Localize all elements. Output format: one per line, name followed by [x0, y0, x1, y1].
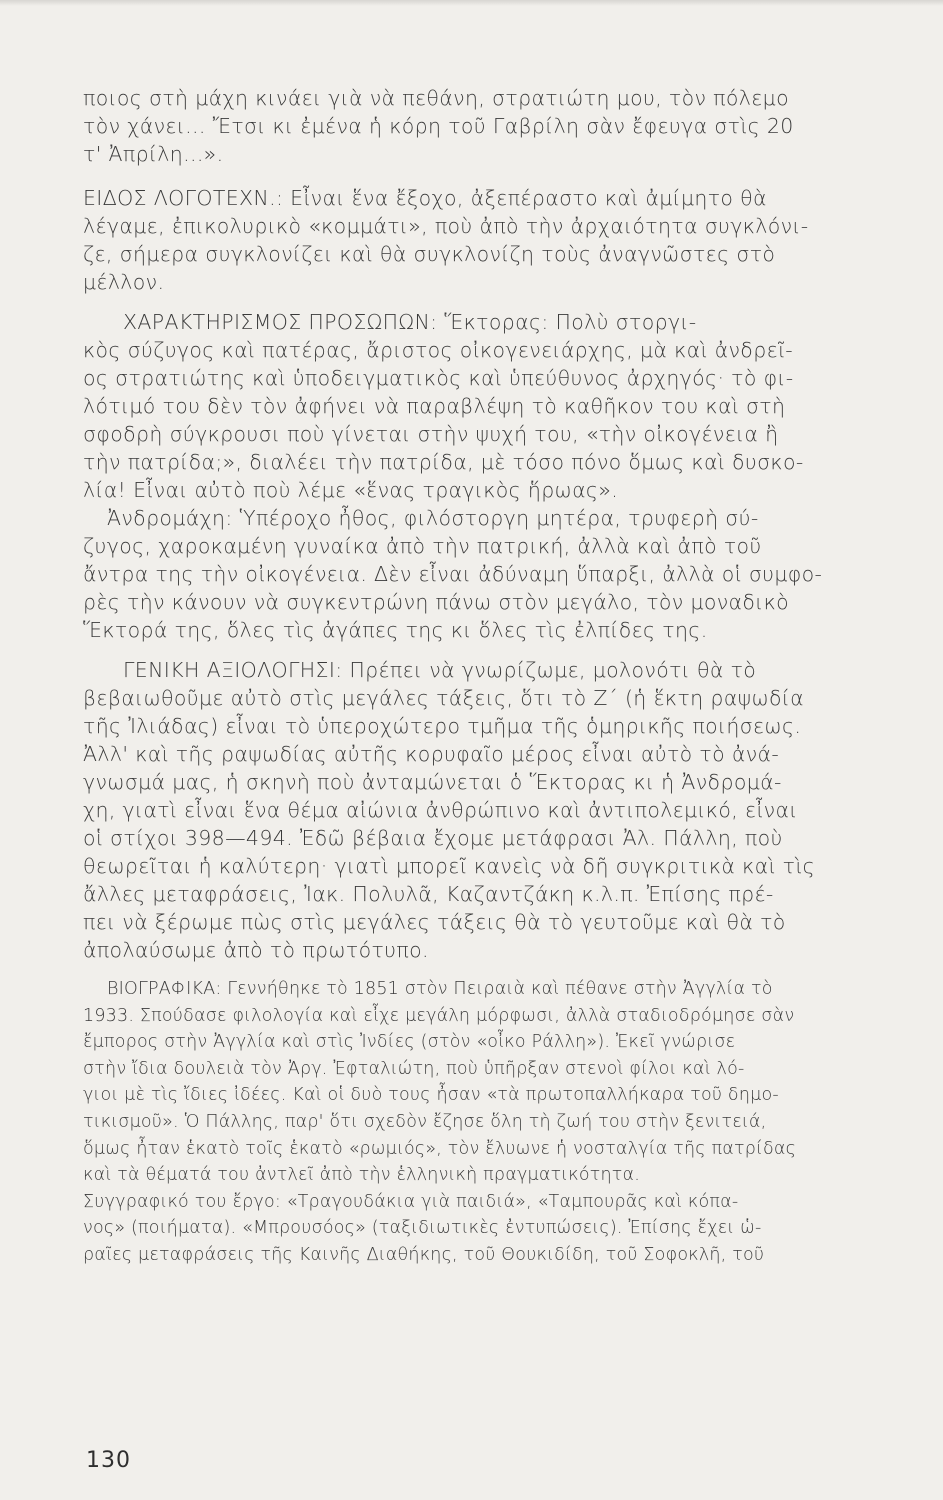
- text-line: 1933. Σπούδασε φιλολογία καὶ εἶχε μεγάλη μόρφωσι, ἀλλὰ σταδιοδρόμησε σὰν: [83, 1005, 795, 1026]
- text-line: θεωρεῖται ἡ καλύτερη· γιατὶ μπορεῖ κανεὶς νὰ δῆ συγκριτικὰ καὶ τὶς: [83, 854, 816, 878]
- text-line: Συγγραφικό του ἔργο: «Τραγουδάκια γιὰ παιδιά», «Ταμπουρᾶς καὶ κόπα-: [83, 1191, 739, 1212]
- text-line: μέλλον.: [83, 270, 165, 294]
- text-line: βεβαιωθοῦμε αὐτὸ στὶς μεγάλες τάξεις, ὅτι τὸ Ζ΄ (ἡ ἕκτη ραψωδία: [83, 686, 805, 710]
- scan-edge: [0, 0, 943, 6]
- text-line: ὅμως ἦταν ἑκατὸ τοῖς ἑκατὸ «ρωμιός», τὸν ἔλυωνε ἡ νοσταλγία τῆς πατρίδας: [83, 1138, 797, 1159]
- text-line: ἄλλες μεταφράσεις, Ἰακ. Πολυλᾶ, Καζαντζάκη κ.λ.π. Ἐπίσης πρέ-: [83, 882, 774, 906]
- text-line: σφοδρὴ σύγκρουσι ποὺ γίνεται στὴν ψυχή του, «τὴν οἰκογένεια ἢ: [83, 422, 779, 446]
- text-line: λία! Εἶναι αὐτὸ ποὺ λέμε «ἕνας τραγικὸς ἥρωας».: [83, 478, 619, 502]
- text-line: ἀπολαύσωμε ἀπὸ τὸ πρωτότυπο.: [83, 938, 429, 962]
- text-line: στὴν ἴδια δουλειὰ τὸν Ἀργ. Ἐφταλιώτη, ποὺ ὑπῆρξαν στενοὶ φίλοι καὶ λό-: [83, 1058, 745, 1079]
- paragraph-gap: [83, 168, 918, 184]
- text-line: ραῖες μεταφράσεις τῆς Καινῆς Διαθήκης, τοῦ Θουκιδίδη, τοῦ Σοφοκλῆ, τοῦ: [83, 1244, 765, 1265]
- text-line: γιοι μὲ τὶς ἴδιες ἰδέες. Καὶ οἱ δυὸ τους ἦσαν «τὰ πρωτοπαλλήκαρα τοῦ δημο-: [83, 1085, 779, 1106]
- text-line: ζυγος, χαροκαμένη γυναίκα ἀπὸ τὴν πατρική, ἀλλὰ καὶ ἀπὸ τοῦ: [83, 534, 762, 558]
- text-line: ρὲς τὴν κάνουν νὰ συγκεντρώνη πάνω στὸν μεγάλο, τὸν μοναδικὸ: [83, 590, 790, 614]
- text-line: ἄντρα της τὴν οἰκογένεια. Δὲν εἶναι ἀδύναμη ὕπαρξι, ἀλλὰ οἱ συμφο-: [83, 562, 823, 586]
- text-line: Ἀλλ' καὶ τῆς ραψωδίας αὐτῆς κορυφαῖο μέρος εἶναι αὐτὸ τὸ ἀνά-: [83, 742, 780, 766]
- text-line: τὸν χάνει... Ἔτσι κι ἐμένα ἡ κόρη τοῦ Γαβρίλη σὰν ἔφευγα στὶς 20: [83, 114, 794, 138]
- text-line: τικισμοῦ». Ὁ Πάλλης, παρ' ὅτι σχεδὸν ἔζησε ὅλη τὴ ζωή του στὴν ξενιτειά,: [83, 1111, 767, 1132]
- text-line: νος» (ποιήματα). «Μπρουσόος» (ταξιδιωτικὲς ἐντυπώσεις). Ἐπίσης ἔχει ὡ-: [83, 1218, 762, 1239]
- text-line: τ' Ἀπρίλη...».: [83, 142, 224, 166]
- text-line: πει νὰ ξέρωμε πὼς στὶς μεγάλες τάξεις θὰ τὸ γευτοῦμε καὶ θὰ τὸ: [83, 910, 786, 934]
- text-line: ΓΕΝΙΚΗ ΑΞΙΟΛΟΓΗΣΙ: Πρέπει νὰ γνωρίζωμε, μολονότι θὰ τὸ: [123, 658, 757, 682]
- text-line: ἔμπορος στὴν Ἀγγλία καὶ στὶς Ἰνδίες (στὸν «οἶκο Ράλλη»). Ἐκεῖ γνώρισε: [83, 1032, 736, 1053]
- text-line: ΒΙΟΓΡΑΦΙΚΑ: Γεννήθηκε τὸ 1851 στὸν Πειραιὰ καὶ πέθανε στὴν Ἀγγλία τὸ: [107, 979, 773, 999]
- text-line: οἱ στίχοι 398—494. Ἐδῶ βέβαια ἔχομε μετάφρασι Ἀλ. Πάλλη, ποὺ: [83, 826, 783, 850]
- text-line: Ἕκτορά της, ὅλες τὶς ἀγάπες της κι ὅλες τὶς ἐλπίδες της.: [83, 618, 708, 642]
- text-line: ΧΑΡΑΚΤΗΡΙΣΜΟΣ ΠΡΟΣΩΠΩΝ: Ἕκτορας: Πολὺ στοργι-: [123, 310, 697, 334]
- page-number: 130: [86, 1448, 131, 1473]
- page-body: [83, 84, 918, 1269]
- paragraph-gap: [83, 964, 918, 976]
- text-line: Ἀνδρομάχη: Ὑπέροχο ἦθος, φιλόστοργη μητέρα, τρυφερὴ σύ-: [107, 506, 759, 530]
- text-line: τὴν πατρίδα;», διαλέει τὴν πατρίδα, μὲ τόσο πόνο ὅμως καὶ δυσκο-: [83, 450, 804, 474]
- text-line: ποιος στὴ μάχη κινάει γιὰ νὰ πεθάνη, στρατιώτη μου, τὸν πόλεμο: [83, 86, 789, 110]
- text-line: γνωσμά μας, ἡ σκηνὴ ποὺ ἀνταμώνεται ὁ Ἕκτορας κι ἡ Ἀνδρομά-: [83, 770, 782, 794]
- text-line: καὶ τὰ θέματά του ἀντλεῖ ἀπὸ τὴν ἑλληνικὴ πραγματικότητα.: [83, 1165, 641, 1186]
- paragraph-gap: [83, 644, 918, 656]
- text-line: κὸς σύζυγος καὶ πατέρας, ἄριστος οἰκογενειάρχης, μὰ καὶ ἀνδρεῖ-: [83, 338, 794, 362]
- text-line: τῆς Ἰλιάδας) εἶναι τὸ ὑπεροχώτερο τμῆμα τῆς ὁμηρικῆς ποιήσεως.: [83, 714, 802, 738]
- text-line: χη, γιατὶ εἶναι ἕνα θέμα αἰώνια ἀνθρώπινο καὶ ἀντιπολεμικό, εἶναι: [83, 798, 798, 822]
- text-line: ΕΙΔΟΣ ΛΟΓΟΤΕΧΝ.: Εἶναι ἕνα ἔξοχο, ἀξεπέραστο καὶ ἀμίμητο θὰ: [83, 186, 767, 210]
- text-line: λέγαμε, ἐπικολυρικὸ «κομμάτι», ποὺ ἀπὸ τὴν ἀρχαιότητα συγκλόνι-: [83, 214, 809, 238]
- text-line: ος στρατιώτης καὶ ὑποδειγματικὸς καὶ ὑπεύθυνος ἀρχηγός· τὸ φι-: [83, 366, 794, 390]
- text-line: ζε, σήμερα συγκλονίζει καὶ θὰ συγκλονίζη τοὺς ἀναγνῶστες στὸ: [83, 242, 776, 266]
- paragraph-gap: [83, 296, 918, 308]
- text-line: λότιμό του δὲν τὸν ἀφήνει νὰ παραβλέψη τὸ καθῆκον του καὶ στὴ: [83, 394, 786, 418]
